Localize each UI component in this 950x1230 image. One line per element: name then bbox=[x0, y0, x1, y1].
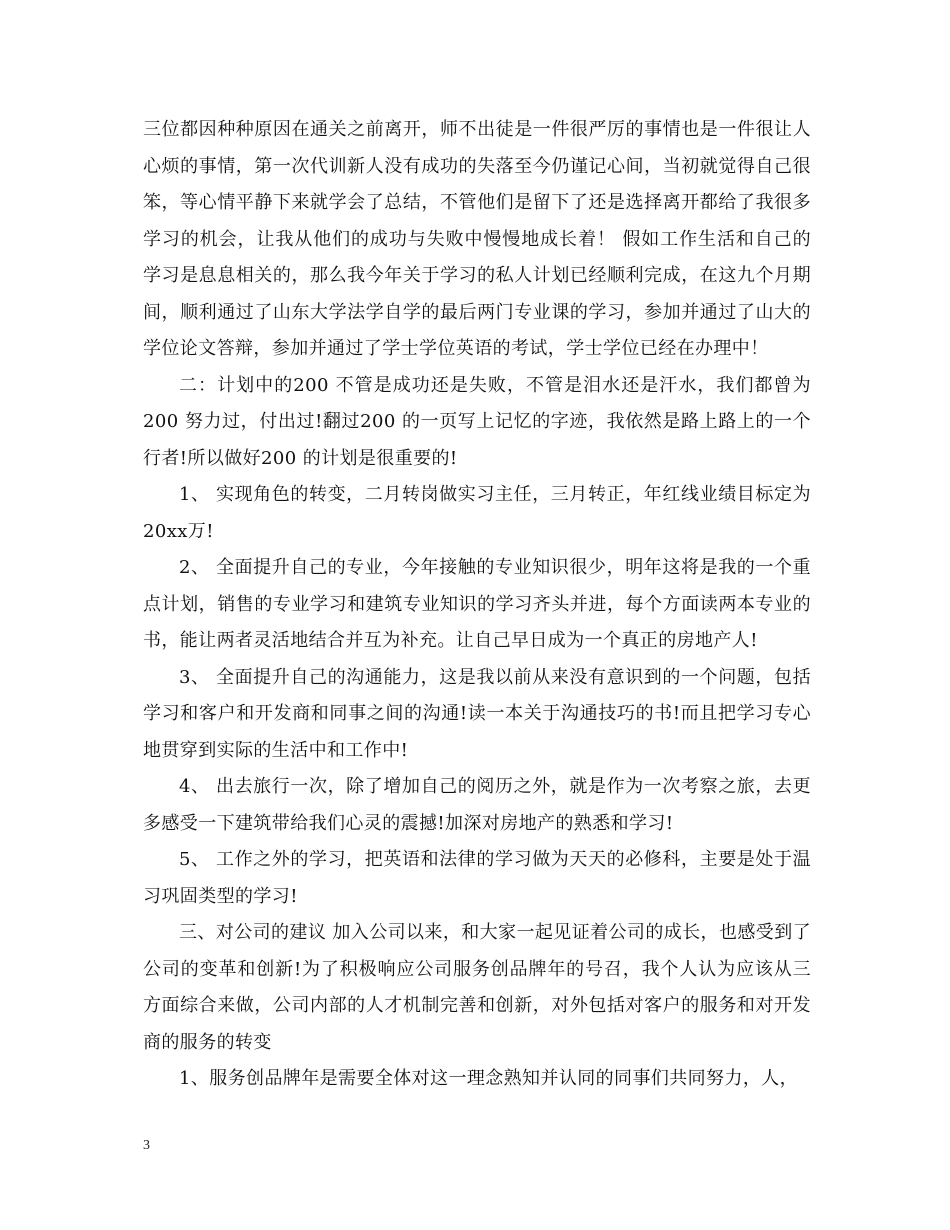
page-number: 3 bbox=[143, 1138, 150, 1153]
paragraph: 1、服务创品牌年是需要全体对这一理念熟知并认同的同事们共同努力，人， bbox=[179, 1068, 799, 1089]
paragraph: 三、对公司的建议 加入公司以来，和大家一起见证着公司的成长，也感受到了公司的变革和创新!为了积极响应公司服务创品牌年的号召，我个人认为应该从三方面综合来做，公司内部的人才机制完善和创新，对外包括对客户的服务和对开发商的服务的转变 bbox=[143, 922, 811, 1053]
paragraph: 2、 全面提升自己的专业，今年接触的专业知识很少，明年这将是我的一个重点计划，销售的专业学习和建筑专业知识的学习齐头并进，每个方面读两本专业的书，能让两者灵活地结合并互为补充。让自己早日成为一个真正的房地产人! bbox=[143, 557, 811, 651]
paragraph: 4、 出去旅行一次，除了增加自己的阅历之外，就是作为一次考察之旅，去更多感受一下建筑带给我们心灵的震撼!加深对房地产的熟悉和学习! bbox=[143, 776, 811, 834]
paragraph: 二：计划中的200 不管是成功还是失败，不管是泪水还是汗水，我们都曾为200 努力过，付出过!翻过200 的一页写上记忆的字迹，我依然是路上路上的一个行者!所以做好200 的计划是很重要的! bbox=[143, 374, 811, 469]
paragraph: 1、 实现角色的转变，二月转岗做实习主任，三月转正，年红线业绩目标定为20xx万! bbox=[143, 484, 811, 542]
paragraph: 3、 全面提升自己的沟通能力，这是我以前从来没有意识到的一个问题，包括学习和客户和开发商和同事之间的沟通!读一本关于沟通技巧的书!而且把学习专心地贯穿到实际的生活中和工作中! bbox=[143, 666, 811, 761]
document-body bbox=[143, 112, 811, 1098]
paragraph: 5、 工作之外的学习，把英语和法律的学习做为天天的必修科，主要是处于温习巩固类型的学习! bbox=[143, 849, 811, 907]
paragraph: 三位都因种种原因在通关之前离开，师不出徒是一件很严厉的事情也是一件很让人心烦的事情，第一次代训新人没有成功的失落至今仍谨记心间，当初就觉得自己很笨，等心情平静下来就学会了总结，不管他们是留下了还是选择离开都给了我很多学习的机会，让我从他们的成功与失败中慢慢地成长着！ 假如工作生活和自己的学习是息息相关的，那么我今年关于学习的私人计划已经顺利完成，在这九个月期间，顺利通过了山东大学法学自学的最后两门专业课的学习，参加并通过了山大的学位论文答辩，参加并通过了学士学位英语的考试，学士学位已经在办理中！ bbox=[143, 119, 811, 359]
